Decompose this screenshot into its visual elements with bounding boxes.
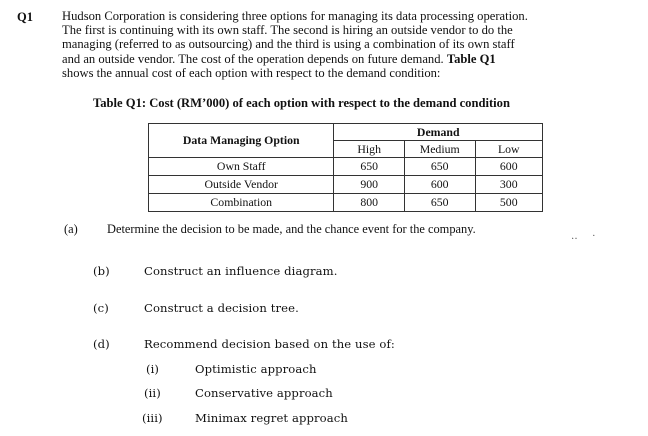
- part-label: (d): [93, 337, 110, 351]
- subpart-label: (iii): [142, 411, 163, 425]
- part-label: (c): [93, 301, 109, 315]
- part-text: Construct an influence diagram.: [144, 264, 338, 278]
- value-cell: 500: [475, 194, 542, 212]
- subpart-text: Optimistic approach: [195, 362, 317, 376]
- question-number: Q1: [17, 10, 33, 24]
- table-caption: Table Q1: Cost (RM’000) of each option with respect to the demand condition: [93, 96, 510, 110]
- decorative-dots: ‥ ·: [571, 231, 602, 242]
- intro-line: [62, 52, 628, 66]
- value-cell: 650: [404, 194, 475, 212]
- option-cell: Own Staff: [149, 158, 334, 176]
- question-intro: [62, 9, 628, 80]
- table-reference: Table Q1: [446, 51, 496, 66]
- option-cell: Combination: [149, 194, 334, 212]
- cost-table: [148, 123, 543, 212]
- table-row: [149, 176, 543, 194]
- value-cell: 600: [404, 176, 475, 194]
- intro-line: Hudson Corporation is considering three options for managing its data processing operation.: [62, 9, 528, 23]
- value-cell: 800: [334, 194, 404, 212]
- part-text: Construct a decision tree.: [144, 301, 299, 315]
- option-cell: Outside Vendor: [149, 176, 334, 194]
- value-cell: 600: [475, 158, 542, 176]
- column-header-medium: Medium: [404, 141, 475, 158]
- column-header-low: Low: [475, 141, 542, 158]
- subpart-text: Conservative approach: [195, 386, 333, 400]
- part-label: (a): [64, 222, 78, 236]
- table-row: [149, 158, 543, 176]
- subpart-label: (i): [146, 362, 160, 376]
- value-cell: 650: [334, 158, 404, 176]
- value-cell: 650: [404, 158, 475, 176]
- intro-line: managing (referred to as outsourcing) and the third is using a combination of its own staff: [62, 37, 515, 52]
- subpart-text: Minimax regret approach: [195, 411, 348, 425]
- part-text: Determine the decision to be made, and the chance event for the company.: [107, 222, 476, 236]
- option-column-header: Data Managing Option: [149, 124, 334, 158]
- subpart-label: (ii): [144, 386, 161, 400]
- column-header-high: High: [334, 141, 404, 158]
- demand-group-header: Demand: [334, 124, 543, 141]
- intro-line-text: and an outside vendor. The cost of the operation depends on future demand.: [62, 51, 444, 66]
- table-row: [149, 194, 543, 212]
- value-cell: 300: [475, 176, 542, 194]
- value-cell: 900: [334, 176, 404, 194]
- intro-line: The first is continuing with its own staff. The second is hiring an outside vendor to do the: [62, 23, 513, 38]
- part-label: (b): [93, 264, 110, 278]
- intro-line: shows the annual cost of each option with respect to the demand condition:: [62, 65, 441, 80]
- part-text: Recommend decision based on the use of:: [144, 337, 395, 351]
